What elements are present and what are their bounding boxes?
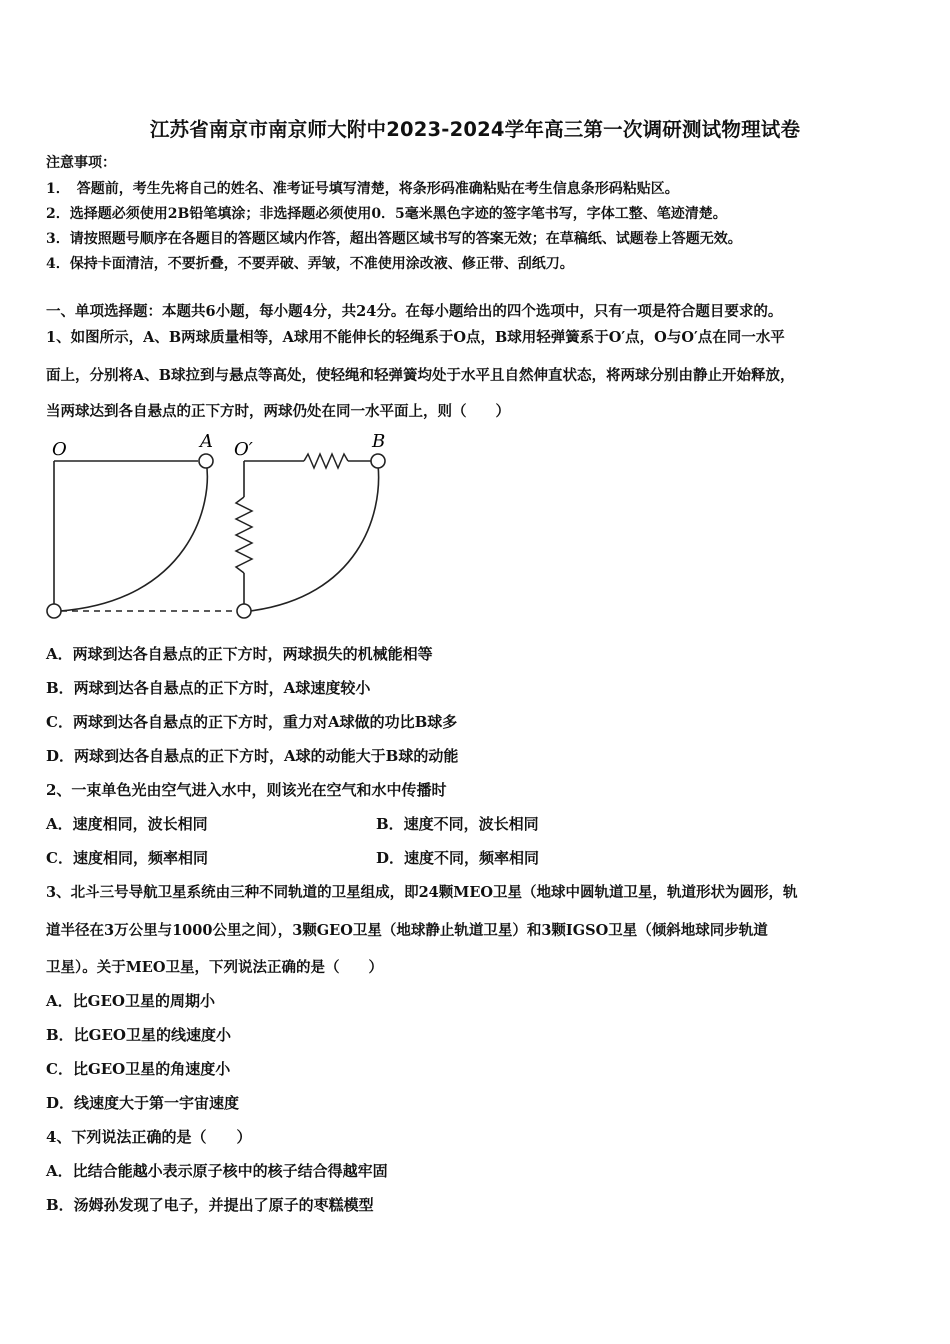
q3-option-b: B．比GEO卫星的线速度小 xyxy=(46,1026,231,1044)
q1-option-a: A．两球到达各自悬点的正下方时，两球损失的机械能相等 xyxy=(46,645,433,663)
q4-stem: 4、下列说法正确的是（ ） xyxy=(46,1128,252,1146)
ball-b-start xyxy=(371,454,385,468)
q4-option-b: B．汤姆孙发现了电子，并提出了原子的枣糕模型 xyxy=(46,1196,374,1214)
ball-a-start xyxy=(199,454,213,468)
q2-stem: 2、一束单色光由空气进入水中，则该光在空气和水中传播时 xyxy=(46,781,447,799)
q3-option-a: A．比GEO卫星的周期小 xyxy=(46,992,215,1010)
label-a: A xyxy=(200,431,213,452)
q3-stem-line-1: 3、北斗三号导航卫星系统由三种不同轨道的卫星组成，即24颗MEO卫星（地球中圆轨道卫星，轨道形状为圆形，轨 xyxy=(46,884,798,901)
arc-a xyxy=(60,461,207,611)
label-o: O xyxy=(52,439,67,460)
ball-a-end xyxy=(47,604,61,618)
pendulum-spring-figure xyxy=(38,425,398,625)
q2-option-a: A．速度相同，波长相同 xyxy=(46,815,208,833)
spring-vertical xyxy=(236,497,252,573)
q1-option-b: B．两球到达各自悬点的正下方时，A球速度较小 xyxy=(46,679,371,697)
note-item-2: 2．选择题必须使用2B铅笔填涂；非选择题必须使用0．5毫米黑色字迹的签字笔书写，字体工整、笔迹清楚。 xyxy=(46,206,727,222)
q1-option-c: C．两球到达各自悬点的正下方时，重力对A球做的功比B球多 xyxy=(46,713,458,731)
label-b: B xyxy=(372,431,386,452)
note-item-1: 1． 答题前，考生先将自己的姓名、准考证号填写清楚，将条形码准确粘贴在考生信息条形码粘贴区。 xyxy=(46,181,679,197)
q4-option-a: A．比结合能越小表示原子核中的核子结合得越牢固 xyxy=(46,1162,388,1180)
q1-stem-line-3: 当两球达到各自悬点的正下方时，两球仍处在同一水平面上，则（ ） xyxy=(46,403,510,420)
note-item-3: 3．请按照题号顺序在各题目的答题区域内作答，超出答题区域书写的答案无效；在草稿纸、试题卷上答题无效。 xyxy=(46,231,742,247)
ball-b-end xyxy=(237,604,251,618)
label-o-prime: O′ xyxy=(234,439,253,460)
q3-option-d: D．线速度大于第一宇宙速度 xyxy=(46,1094,240,1112)
q3-option-c: C．比GEO卫星的角速度小 xyxy=(46,1060,231,1078)
q2-option-b: B．速度不同，波长相同 xyxy=(376,815,539,833)
section-heading: 一、单项选择题：本题共6小题，每小题4分，共24分。在每小题给出的四个选项中，只有一项是符合题目要求的。 xyxy=(46,303,783,320)
q1-stem-line-1: 1、如图所示，A、B两球质量相等，A球用不能伸长的轻绳系于O点，B球用轻弹簧系于O′点，O与O′点在同一水平 xyxy=(46,329,785,346)
q2-option-c: C．速度相同，频率相同 xyxy=(46,849,208,867)
q2-option-d: D．速度不同，频率相同 xyxy=(376,849,540,867)
note-item-4: 4．保持卡面清洁，不要折叠，不要弄破、弄皱，不准使用涂改液、修正带、刮纸刀。 xyxy=(46,256,574,272)
notes-label: 注意事项： xyxy=(46,155,116,171)
spring-horizontal xyxy=(304,454,348,468)
q1-stem-line-2: 面上，分别将A、B球拉到与悬点等高处，使轻绳和轻弹簧均处于水平且自然伸直状态，将两球分别由静止开始释放， xyxy=(46,367,795,384)
arc-b xyxy=(250,465,379,611)
q1-option-d: D．两球到达各自悬点的正下方时，A球的动能大于B球的动能 xyxy=(46,747,459,765)
q3-stem-line-3: 卫星）。关于MEO卫星，下列说法正确的是（ ） xyxy=(46,959,383,976)
q3-stem-line-2: 道半径在3万公里与1000公里之间），3颗GEO卫星（地球静止轨道卫星）和3颗IGSO卫星（倾斜地球同步轨道 xyxy=(46,922,768,939)
document-title: 江苏省南京市南京师大附中2023-2024学年高三第一次调研测试物理试卷 xyxy=(149,118,801,141)
